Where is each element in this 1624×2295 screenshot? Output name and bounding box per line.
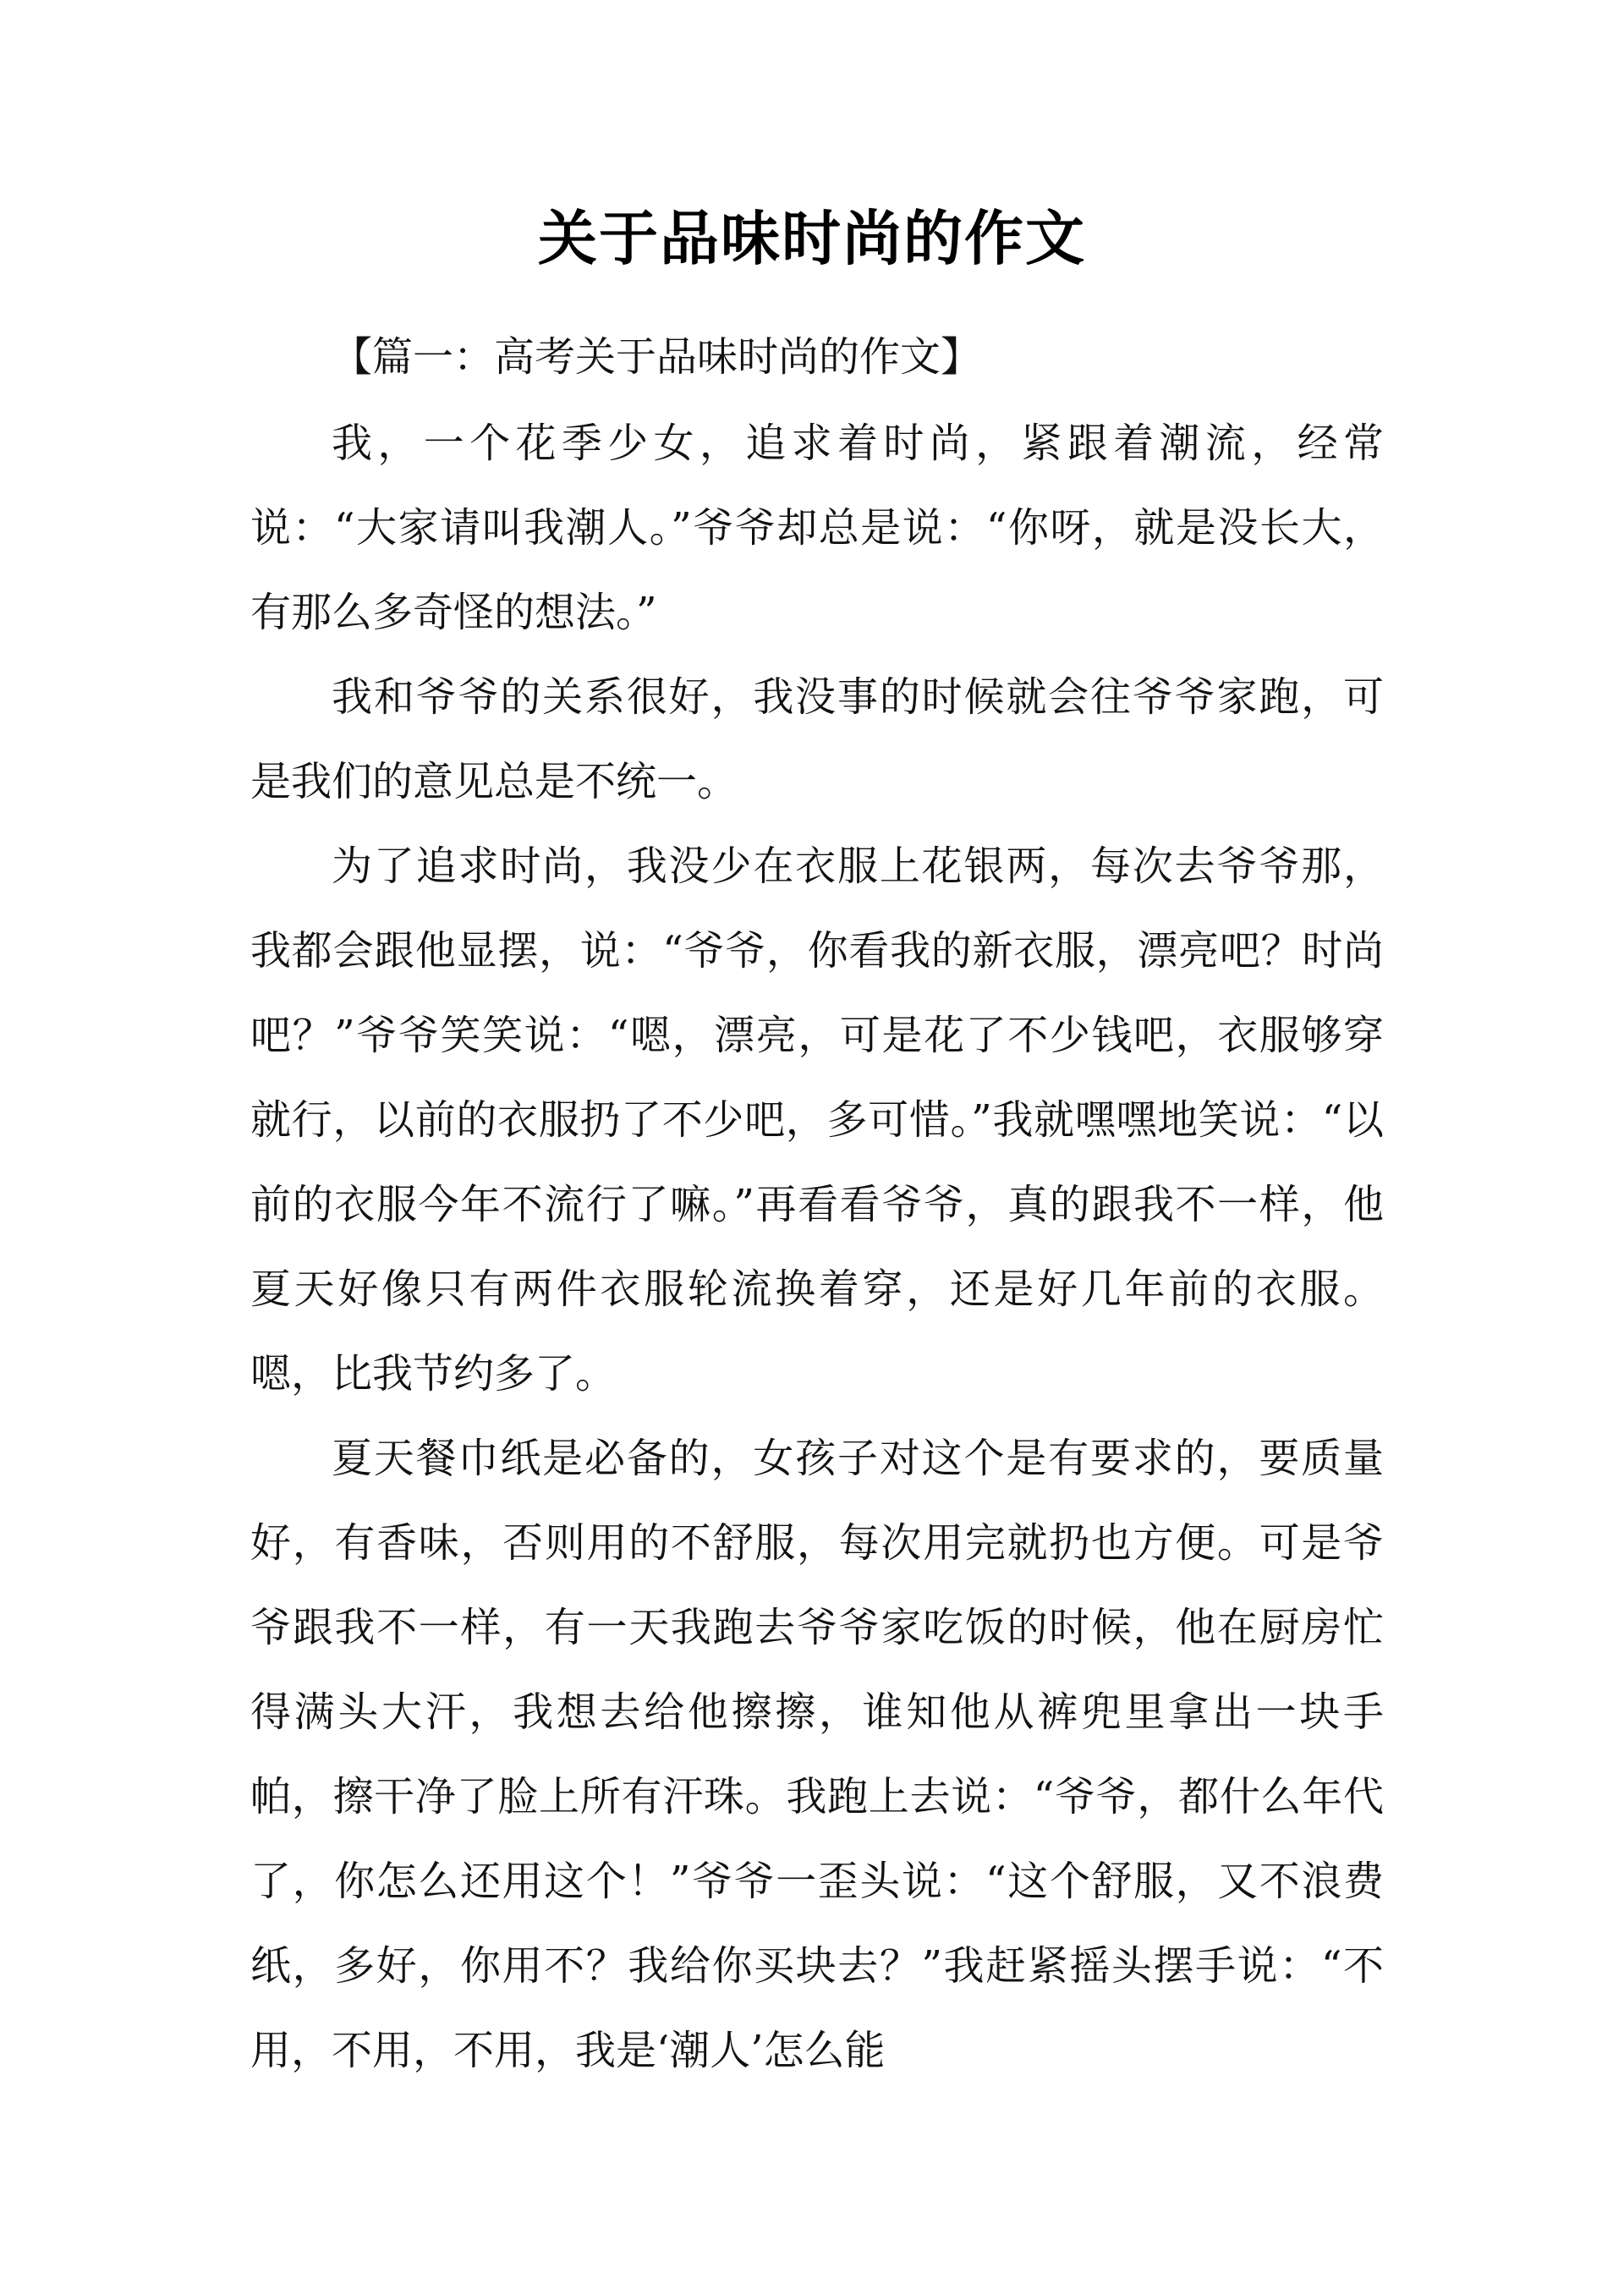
paragraph: 我，一个花季少女，追求着时尚，紧跟着潮流，经常说：“大家请叫我潮人。”爷爷却总是说：“你呀，就是没长大，有那么多奇怪的想法。” <box>250 420 1384 636</box>
document-body <box>250 401 1384 2093</box>
section-heading: 【篇一：高考关于品味时尚的作文】 <box>332 333 982 381</box>
document-title: 关于品味时尚的作文 <box>538 204 1086 273</box>
paragraph: 我和爷爷的关系很好，我没事的时候就会往爷爷家跑，可是我们的意见总是不统一。 <box>250 673 1384 805</box>
paragraph: 为了追求时尚，我没少在衣服上花银两，每次去爷爷那，我都会跟他显摆，说：“爷爷，你看我的新衣服，漂亮吧？时尚吧？”爷爷笑笑说：“嗯，漂亮，可是花了不少钱吧，衣服够穿就行，以前的衣服扔了不少吧，多可惜。”我就嘿嘿地笑说：“以前的衣服今年不流行了嘛。”再看看爷爷，真的跟我不一样，他夏天好像只有两件衣服轮流换着穿，还是好几年前的衣服。嗯，比我节约多了。 <box>250 843 1384 1397</box>
paragraph: 夏天餐巾纸是必备的，女孩子对这个是有要求的，要质量好，有香味，否则用的不舒服，每次用完就扔也方便。可是爷爷跟我不一样，有一天我跑去爷爷家吃饭的时候，他在厨房忙得满头大汗，我想去给他擦擦，谁知他从裤兜里拿出一块手帕，擦干净了脸上所有汗珠。我跑上去说：“爷爷，都什么年代了，你怎么还用这个！”爷爷一歪头说：“这个舒服，又不浪费纸，多好，你用不？我给你买块去？”我赶紧摇头摆手说：“不用，不用，不用，我是‘潮人’怎么能 <box>250 1435 1384 2074</box>
